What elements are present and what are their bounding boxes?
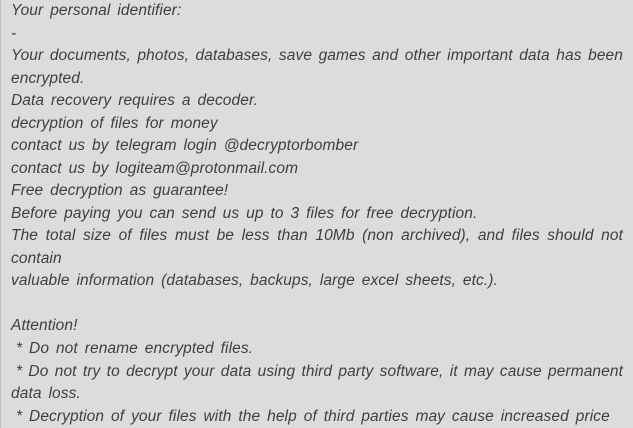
note-line: encrypted. — [11, 69, 85, 87]
note-line: Before paying you can send us up to 3 files for free decryption. — [11, 204, 478, 222]
note-line: The total size of files must be less than 10Mb (non archived), and files should not — [11, 227, 623, 245]
note-line: decryption of files for money — [11, 114, 218, 132]
note-line: contain — [11, 249, 62, 267]
note-line: - — [11, 24, 17, 42]
note-line: contact us by logiteam@protonmail.com — [11, 159, 299, 177]
note-line: Your documents, photos, databases, save games and other important data has been — [11, 47, 623, 65]
note-line: Free decryption as guarantee! — [11, 182, 229, 200]
note-line: data loss. — [11, 385, 81, 403]
note-line: Data recovery requires a decoder. — [11, 92, 259, 110]
note-line: Your personal identifier: — [11, 2, 182, 19]
note-line: * Do not try to decrypt your data using third party software, it may cause permanent — [16, 362, 623, 380]
note-line: * Decryption of your files with the help of third parties may cause increased price — [16, 407, 610, 425]
note-line: * Do not rename encrypted files. — [16, 339, 254, 357]
note-blank-line — [11, 293, 623, 316]
note-line: contact us by telegram login @decryptorbomber — [11, 137, 359, 155]
note-line: valuable information (databases, backups, large excel sheets, etc.). — [11, 272, 498, 290]
note-line: Attention! — [11, 317, 78, 335]
